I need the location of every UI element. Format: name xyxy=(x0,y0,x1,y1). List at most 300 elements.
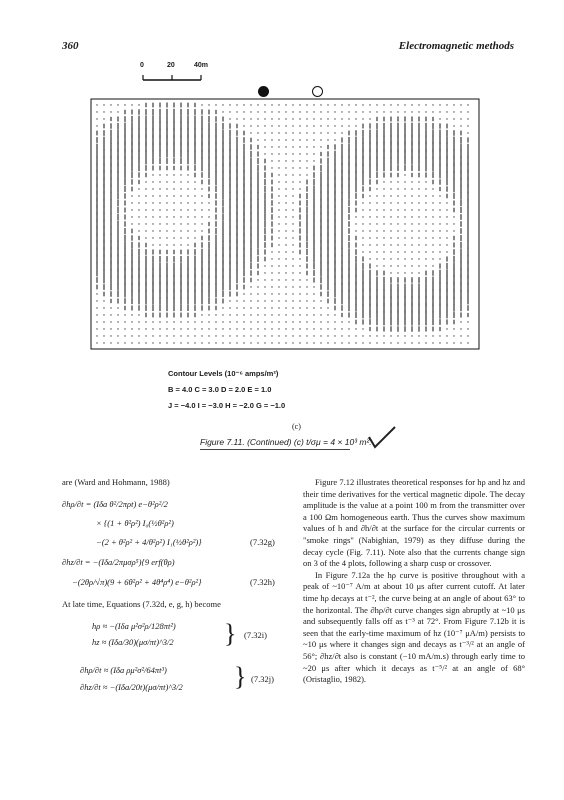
field-dot xyxy=(404,209,405,210)
field-dot xyxy=(306,321,307,322)
field-dot xyxy=(292,335,293,336)
field-dot xyxy=(446,118,447,119)
field-dot xyxy=(278,195,279,196)
field-dot xyxy=(285,251,286,252)
field-dot xyxy=(117,342,118,343)
field-dot xyxy=(362,237,363,238)
equation-7-32g-line3: −(2 + θ²ρ² + 4/θ²ρ²) I₁(½θ²ρ²)} xyxy=(96,537,202,547)
field-dot xyxy=(439,335,440,336)
field-dot xyxy=(299,300,300,301)
field-dot xyxy=(243,300,244,301)
field-dot xyxy=(320,132,321,133)
field-dot xyxy=(362,202,363,203)
field-dot xyxy=(390,181,391,182)
field-dot xyxy=(418,265,419,266)
field-dot xyxy=(194,209,195,210)
field-dot xyxy=(313,111,314,112)
equation-7-32j-line2: ∂hz/∂t ≈ −(Iδa/20t)(μσ/πt)^3/2 xyxy=(80,682,183,692)
field-dot xyxy=(334,104,335,105)
field-dot xyxy=(103,314,104,315)
field-dot xyxy=(145,202,146,203)
field-dot xyxy=(285,300,286,301)
field-dot xyxy=(453,328,454,329)
field-dot xyxy=(411,209,412,210)
brace-7-32i: } xyxy=(224,619,237,648)
field-dot xyxy=(96,335,97,336)
field-dot xyxy=(285,244,286,245)
field-dot xyxy=(397,230,398,231)
field-dot xyxy=(404,181,405,182)
field-dot xyxy=(180,342,181,343)
field-dot xyxy=(460,321,461,322)
field-dot xyxy=(306,132,307,133)
field-dot xyxy=(229,335,230,336)
field-dot xyxy=(271,293,272,294)
field-dot xyxy=(313,300,314,301)
field-dot xyxy=(341,342,342,343)
field-dot xyxy=(334,118,335,119)
field-dot xyxy=(313,328,314,329)
field-dot xyxy=(390,230,391,231)
field-dot xyxy=(460,342,461,343)
field-dot xyxy=(215,321,216,322)
field-dot xyxy=(138,335,139,336)
field-dot xyxy=(166,223,167,224)
field-dot xyxy=(376,223,377,224)
field-dot xyxy=(166,237,167,238)
scale-label-20: 20 xyxy=(167,62,175,69)
field-dot xyxy=(306,328,307,329)
field-dot xyxy=(264,132,265,133)
field-dot xyxy=(124,342,125,343)
running-title: Electromagnetic methods xyxy=(398,40,514,52)
field-dot xyxy=(348,335,349,336)
field-dot xyxy=(271,160,272,161)
field-dot xyxy=(166,328,167,329)
field-dot xyxy=(313,342,314,343)
field-dot xyxy=(166,216,167,217)
field-dot xyxy=(285,237,286,238)
field-dot xyxy=(432,223,433,224)
field-dot xyxy=(467,321,468,322)
field-dot xyxy=(418,181,419,182)
field-dot xyxy=(285,230,286,231)
field-dot xyxy=(292,265,293,266)
field-dot xyxy=(180,335,181,336)
field-dot xyxy=(159,244,160,245)
field-dot xyxy=(159,174,160,175)
field-dot xyxy=(327,328,328,329)
field-dot xyxy=(376,335,377,336)
field-dot xyxy=(285,111,286,112)
field-dot xyxy=(222,314,223,315)
field-dot xyxy=(271,335,272,336)
field-dot xyxy=(425,244,426,245)
field-dot xyxy=(397,237,398,238)
field-dot xyxy=(138,328,139,329)
field-dot xyxy=(131,209,132,210)
brace-7-32j: } xyxy=(234,662,247,691)
field-dot xyxy=(285,181,286,182)
field-dot xyxy=(257,314,258,315)
field-dot xyxy=(355,118,356,119)
field-dot xyxy=(313,321,314,322)
field-dot xyxy=(446,111,447,112)
field-dot xyxy=(432,258,433,259)
field-dot xyxy=(327,335,328,336)
field-dot xyxy=(439,342,440,343)
field-dot xyxy=(285,216,286,217)
field-dot xyxy=(152,335,153,336)
field-dot xyxy=(446,342,447,343)
field-dot xyxy=(439,202,440,203)
field-dot xyxy=(390,104,391,105)
field-dot xyxy=(257,300,258,301)
field-dot xyxy=(306,300,307,301)
field-dot xyxy=(313,118,314,119)
field-dot xyxy=(355,342,356,343)
field-dot xyxy=(278,321,279,322)
field-dot xyxy=(327,307,328,308)
field-dot xyxy=(439,244,440,245)
field-dot xyxy=(201,104,202,105)
field-dot xyxy=(124,104,125,105)
field-dot xyxy=(341,104,342,105)
field-dot xyxy=(96,300,97,301)
field-dot xyxy=(229,118,230,119)
field-dot xyxy=(376,188,377,189)
field-dot xyxy=(229,342,230,343)
field-dot xyxy=(292,230,293,231)
field-dot xyxy=(432,188,433,189)
field-dot xyxy=(285,118,286,119)
field-dot xyxy=(145,181,146,182)
field-dot xyxy=(376,230,377,231)
field-dot xyxy=(264,146,265,147)
field-dot xyxy=(327,111,328,112)
field-dot xyxy=(362,244,363,245)
field-dot xyxy=(299,118,300,119)
field-dot xyxy=(299,286,300,287)
field-dot xyxy=(229,104,230,105)
right-column xyxy=(303,477,525,686)
field-dot xyxy=(271,167,272,168)
field-dot xyxy=(383,111,384,112)
field-dot xyxy=(292,251,293,252)
field-dot xyxy=(278,216,279,217)
field-dot xyxy=(418,111,419,112)
field-dot xyxy=(96,293,97,294)
field-dot xyxy=(376,202,377,203)
field-dot xyxy=(404,111,405,112)
field-dot xyxy=(411,342,412,343)
field-dot xyxy=(131,314,132,315)
field-dot xyxy=(355,125,356,126)
field-dot xyxy=(194,321,195,322)
field-dot xyxy=(320,111,321,112)
field-dot xyxy=(243,104,244,105)
field-dot xyxy=(355,230,356,231)
field-dot xyxy=(397,111,398,112)
field-dot xyxy=(201,202,202,203)
equation-number-7-32h: (7.32h) xyxy=(250,577,275,587)
field-dot xyxy=(152,230,153,231)
field-dot xyxy=(215,314,216,315)
field-dot xyxy=(271,314,272,315)
field-dot xyxy=(131,321,132,322)
field-dot xyxy=(418,237,419,238)
field-dot xyxy=(411,104,412,105)
field-dot xyxy=(222,342,223,343)
field-dot xyxy=(173,230,174,231)
field-dot xyxy=(320,314,321,315)
field-dot xyxy=(397,181,398,182)
field-dot xyxy=(152,195,153,196)
field-dot xyxy=(271,300,272,301)
field-dot xyxy=(334,132,335,133)
field-dot xyxy=(397,104,398,105)
field-dot xyxy=(306,167,307,168)
vector-field xyxy=(96,103,468,344)
field-dot xyxy=(327,139,328,140)
field-dot xyxy=(320,125,321,126)
field-dot xyxy=(215,328,216,329)
page-number: 360 xyxy=(62,40,79,52)
field-dot xyxy=(292,195,293,196)
field-dot xyxy=(439,230,440,231)
field-dot xyxy=(145,230,146,231)
field-dot xyxy=(257,293,258,294)
field-dot xyxy=(355,223,356,224)
field-dot xyxy=(369,258,370,259)
field-dot xyxy=(292,153,293,154)
field-dot xyxy=(425,342,426,343)
field-dot xyxy=(460,118,461,119)
field-dot xyxy=(194,335,195,336)
field-dot xyxy=(292,272,293,273)
field-dot xyxy=(264,328,265,329)
field-dot xyxy=(271,251,272,252)
field-dot xyxy=(411,272,412,273)
field-dot xyxy=(152,328,153,329)
field-dot xyxy=(208,321,209,322)
field-dot xyxy=(201,195,202,196)
field-dot xyxy=(369,195,370,196)
field-dot xyxy=(243,342,244,343)
field-dot xyxy=(292,258,293,259)
field-dot xyxy=(131,195,132,196)
field-dot xyxy=(110,111,111,112)
field-dot xyxy=(229,314,230,315)
field-dot xyxy=(390,272,391,273)
field-dot xyxy=(96,321,97,322)
field-dot xyxy=(341,335,342,336)
field-dot xyxy=(257,111,258,112)
field-dot xyxy=(264,321,265,322)
field-dot xyxy=(264,335,265,336)
field-dot xyxy=(236,342,237,343)
field-dot xyxy=(411,195,412,196)
field-dot xyxy=(110,321,111,322)
field-dot xyxy=(278,230,279,231)
field-dot xyxy=(278,174,279,175)
field-dot xyxy=(418,342,419,343)
field-dot xyxy=(250,104,251,105)
field-dot xyxy=(292,125,293,126)
field-dot xyxy=(103,300,104,301)
field-dot xyxy=(369,104,370,105)
field-dot xyxy=(299,125,300,126)
field-dot xyxy=(362,111,363,112)
field-dot xyxy=(278,265,279,266)
field-dot xyxy=(327,132,328,133)
field-dot xyxy=(173,209,174,210)
field-dot xyxy=(397,272,398,273)
field-dot xyxy=(264,286,265,287)
field-dot xyxy=(285,286,286,287)
field-dot xyxy=(299,307,300,308)
field-dot xyxy=(271,146,272,147)
field-dot xyxy=(145,216,146,217)
field-dot xyxy=(411,230,412,231)
field-dot xyxy=(376,195,377,196)
field-dot xyxy=(411,223,412,224)
field-dot xyxy=(390,342,391,343)
field-dot xyxy=(257,139,258,140)
field-dot xyxy=(376,216,377,217)
field-dot xyxy=(257,342,258,343)
field-dot xyxy=(306,286,307,287)
field-dot xyxy=(138,209,139,210)
field-dot xyxy=(432,265,433,266)
field-dot xyxy=(369,223,370,224)
field-dot xyxy=(96,307,97,308)
field-dot xyxy=(285,125,286,126)
field-dot xyxy=(292,216,293,217)
field-dot xyxy=(229,321,230,322)
field-dot xyxy=(159,223,160,224)
field-dot xyxy=(292,188,293,189)
field-dot xyxy=(390,258,391,259)
field-dot xyxy=(124,321,125,322)
field-dot xyxy=(152,237,153,238)
field-dot xyxy=(222,111,223,112)
field-dot xyxy=(201,209,202,210)
field-dot xyxy=(467,104,468,105)
field-dot xyxy=(432,342,433,343)
field-dot xyxy=(180,244,181,245)
field-dot xyxy=(306,314,307,315)
field-dot xyxy=(145,209,146,210)
field-dot xyxy=(313,153,314,154)
field-dot xyxy=(404,265,405,266)
field-dot xyxy=(341,125,342,126)
field-dot xyxy=(250,314,251,315)
field-dot xyxy=(159,195,160,196)
field-dot xyxy=(404,174,405,175)
field-dot xyxy=(320,118,321,119)
field-dot xyxy=(194,216,195,217)
field-dot xyxy=(138,216,139,217)
contour-levels-positive: B = 4.0 C = 3.0 D = 2.0 E = 1.0 xyxy=(168,385,272,394)
field-dot xyxy=(404,258,405,259)
field-dot xyxy=(285,202,286,203)
field-dot xyxy=(320,321,321,322)
field-dot xyxy=(159,188,160,189)
field-dot xyxy=(278,202,279,203)
field-dot xyxy=(292,202,293,203)
field-dot xyxy=(369,251,370,252)
field-dot xyxy=(411,244,412,245)
field-dot xyxy=(145,321,146,322)
field-dot xyxy=(306,111,307,112)
field-dot xyxy=(166,202,167,203)
field-dot xyxy=(264,139,265,140)
field-dot xyxy=(376,104,377,105)
field-dot xyxy=(201,188,202,189)
field-dot xyxy=(467,342,468,343)
field-dot xyxy=(425,188,426,189)
field-dot xyxy=(215,342,216,343)
field-dot xyxy=(327,104,328,105)
field-dot xyxy=(362,223,363,224)
scale-label-0: 0 xyxy=(140,62,144,69)
field-dot xyxy=(145,195,146,196)
field-dot xyxy=(446,251,447,252)
field-dot xyxy=(467,328,468,329)
field-dot xyxy=(348,342,349,343)
field-dot xyxy=(390,237,391,238)
field-dot xyxy=(341,111,342,112)
field-dot xyxy=(278,111,279,112)
field-dot xyxy=(285,188,286,189)
field-dot xyxy=(390,195,391,196)
field-dot xyxy=(117,111,118,112)
field-dot xyxy=(432,335,433,336)
field-dot xyxy=(369,335,370,336)
field-dot xyxy=(187,328,188,329)
field-dot xyxy=(306,139,307,140)
field-dot xyxy=(439,237,440,238)
field-dot xyxy=(313,286,314,287)
field-dot xyxy=(369,230,370,231)
field-dot xyxy=(355,104,356,105)
equation-7-32h-line2: −(2θρ/√π)(9 + 6θ²ρ² + 4θ⁴ρ⁴) e−θ²ρ²} xyxy=(72,577,202,587)
field-dot xyxy=(292,314,293,315)
field-dot xyxy=(383,265,384,266)
field-dot xyxy=(180,216,181,217)
field-dot xyxy=(327,314,328,315)
field-dot xyxy=(271,307,272,308)
field-dot xyxy=(236,300,237,301)
field-dot xyxy=(278,167,279,168)
field-dot xyxy=(397,335,398,336)
field-dot xyxy=(159,181,160,182)
contour-levels-legend xyxy=(168,366,285,414)
field-dot xyxy=(264,300,265,301)
field-dot xyxy=(166,335,167,336)
field-dot xyxy=(397,202,398,203)
equation-7-32g-line2: × {(1 + θ²ρ²) I₀(½θ²ρ²) xyxy=(96,518,174,528)
field-dot xyxy=(355,216,356,217)
field-dot xyxy=(159,216,160,217)
field-dot xyxy=(285,258,286,259)
field-dot xyxy=(159,342,160,343)
field-dot xyxy=(236,104,237,105)
field-dot xyxy=(201,314,202,315)
field-dot xyxy=(439,258,440,259)
field-dot xyxy=(313,146,314,147)
